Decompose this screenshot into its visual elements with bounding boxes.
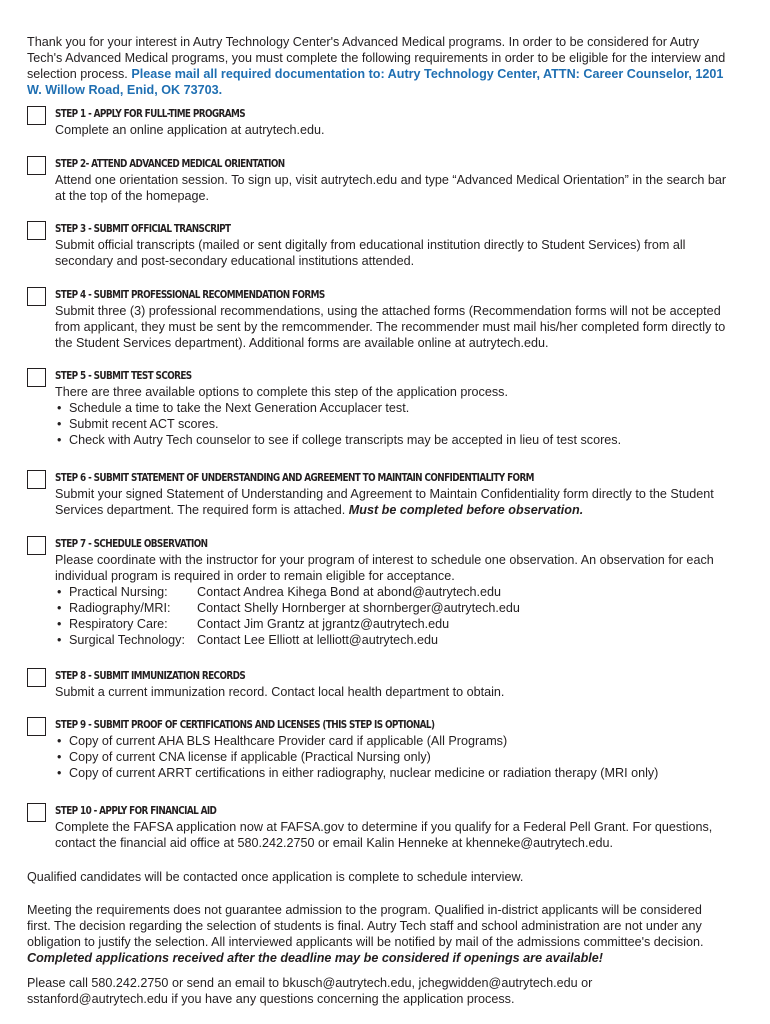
step-1 xyxy=(27,106,727,138)
step-6-checkbox[interactable] xyxy=(27,470,46,489)
list-item: • Copy of current CNA license if applicable (Practical Nursing only) xyxy=(55,749,727,765)
list-item: • Copy of current AHA BLS Healthcare Provider card if applicable (All Programs) xyxy=(55,733,727,749)
step-7-checkbox[interactable] xyxy=(27,536,46,555)
step-5-body: There are three available options to complete this step of the application process. xyxy=(55,385,508,399)
step-10 xyxy=(27,803,727,851)
admission-disclaimer-text: Meeting the requirements does not guarantee admission to the program. Qualified in-district applicants will be considered first. The decision regarding the selection of students is final. Autry Tech staff and school administration are not under any obligation to justify the selection. All interviewed applicants will be notified by mail of the admissions committee's decision. xyxy=(27,903,704,949)
intro-paragraph xyxy=(27,34,727,98)
list-item: • Check with Autry Tech counselor to see if college transcripts may be accepted in lieu of test scores. xyxy=(55,432,727,448)
step-7-body: Please coordinate with the instructor for your program of interest to schedule one observation. An observation for each individual program is required in order to remain eligible for acceptance. xyxy=(55,553,714,583)
step-6-body-text: Submit your signed Statement of Understanding and Agreement to Maintain Confidentiality form directly to the Student Services department. The required form is attached. xyxy=(55,487,714,517)
step-2-checkbox[interactable] xyxy=(27,156,46,175)
step-2 xyxy=(27,156,727,204)
step-2-title: STEP 2- ATTEND ADVANCED MEDICAL ORIENTATION xyxy=(55,158,285,170)
contact-row xyxy=(55,584,727,600)
step-8-title: STEP 8 - SUBMIT IMMUNIZATION RECORDS xyxy=(55,670,246,682)
program-contact: Contact Shelly Hornberger at shornberger@autrytech.edu xyxy=(197,601,520,615)
step-6-title: STEP 6 - SUBMIT STATEMENT OF UNDERSTANDING AND AGREEMENT TO MAINTAIN CONFIDENTIALITY FORM xyxy=(55,472,534,484)
step-1-body: Complete an online application at autrytech.edu. xyxy=(55,123,325,137)
step-4-body: Submit three (3) professional recommendations, using the attached forms (Recommendation forms will not be accepted from applicant, they must be sent by the remcommender. The recommender must mail his/her completed form directly to the Student Services department). Additional forms are available online at autrytech.edu. xyxy=(55,304,726,350)
step-1-title: STEP 1 - APPLY FOR FULL-TIME PROGRAMS xyxy=(55,108,245,120)
step-6 xyxy=(27,470,727,518)
step-4-checkbox[interactable] xyxy=(27,287,46,306)
contact-row xyxy=(55,616,727,632)
contact-row xyxy=(55,600,727,616)
step-2-body: Attend one orientation session. To sign up, visit autrytech.edu and type “Advanced Medical Orientation” in the search bar at the top of the homepage. xyxy=(55,173,727,203)
test-score-options xyxy=(55,400,727,448)
step-4-title: STEP 4 - SUBMIT PROFESSIONAL RECOMMENDATION FORMS xyxy=(55,289,325,301)
list-item: • Submit recent ACT scores. xyxy=(55,416,727,432)
list-item: • Schedule a time to take the Next Generation Accuplacer test. xyxy=(55,400,727,416)
step-3 xyxy=(27,221,727,269)
step-5-checkbox[interactable] xyxy=(27,368,46,387)
mailing-address: Please mail all required documentation to: Autry Technology Center, ATTN: Career Counselor, 1201 W. Willow Road, Enid, OK 73703. xyxy=(27,67,724,97)
admission-disclaimer xyxy=(27,902,727,966)
step-10-title: STEP 10 - APPLY FOR FINANCIAL AID xyxy=(55,805,217,817)
step-10-body: Complete the FAFSA application now at FAFSA.gov to determine if you qualify for a Federal Pell Grant. For questions, contact the financial aid office at 580.242.2750 or email Kalin Henneke at khenneke@autrytech.edu. xyxy=(55,820,713,850)
step-4 xyxy=(27,287,727,351)
step-7-title: STEP 7 - SCHEDULE OBSERVATION xyxy=(55,538,208,550)
step-5 xyxy=(27,368,727,448)
program-contact: Contact Jim Grantz at jgrantz@autrytech.edu xyxy=(197,617,450,631)
late-application-notice: Completed applications received after the deadline may be considered if openings are available! xyxy=(27,951,603,965)
program-contact: Contact Lee Elliott at lelliott@autrytech.edu xyxy=(197,633,439,647)
step-10-checkbox[interactable] xyxy=(27,803,46,822)
step-3-title: STEP 3 - SUBMIT OFFICIAL TRANSCRIPT xyxy=(55,223,231,235)
step-8 xyxy=(27,668,727,700)
step-9-title: STEP 9 - SUBMIT PROOF OF CERTIFICATIONS AND LICENSES (THIS STEP IS OPTIONAL) xyxy=(55,719,435,731)
step-6-body xyxy=(55,486,727,518)
program-contacts xyxy=(55,584,727,648)
step-9-checkbox[interactable] xyxy=(27,717,46,736)
step-8-checkbox[interactable] xyxy=(27,668,46,687)
step-6-emphasis: Must be completed before observation. xyxy=(348,503,584,517)
contact-info: Please call 580.242.2750 or send an email to bkusch@autrytech.edu, jchegwidden@autrytech.edu or sstanford@autrytech.edu if you have any questions concerning the application process. xyxy=(27,976,593,1006)
qualified-note: Qualified candidates will be contacted once application is complete to schedule interview. xyxy=(27,870,524,884)
step-3-checkbox[interactable] xyxy=(27,221,46,240)
intro-text: Thank you for your interest in Autry Technology Center's Advanced Medical programs. In order to be considered for Autry Tech's Advanced Medical programs, you must complete the following requirements in order to be eligible for the interview and selection process. xyxy=(27,35,726,81)
step-1-checkbox[interactable] xyxy=(27,106,46,125)
certification-list xyxy=(55,733,727,781)
step-5-title: STEP 5 - SUBMIT TEST SCORES xyxy=(55,370,192,382)
program-name: • Radiography/MRI: xyxy=(69,601,171,615)
list-item: • Copy of current ARRT certifications in either radiography, nuclear medicine or radiation therapy (MRI only) xyxy=(55,765,727,781)
program-name: • Surgical Technology: xyxy=(69,633,185,647)
step-7 xyxy=(27,536,727,648)
contact-row xyxy=(55,632,727,648)
program-name: • Respiratory Care: xyxy=(69,617,168,631)
step-8-body: Submit a current immunization record. Contact local health department to obtain. xyxy=(55,685,505,699)
program-name: • Practical Nursing: xyxy=(69,585,168,599)
program-contact: Contact Andrea Kihega Bond at abond@autrytech.edu xyxy=(197,585,502,599)
step-3-body: Submit official transcripts (mailed or sent digitally from educational institution directly to Student Services) from all secondary and post-secondary educational institutions attended. xyxy=(55,238,686,268)
step-9 xyxy=(27,717,727,781)
